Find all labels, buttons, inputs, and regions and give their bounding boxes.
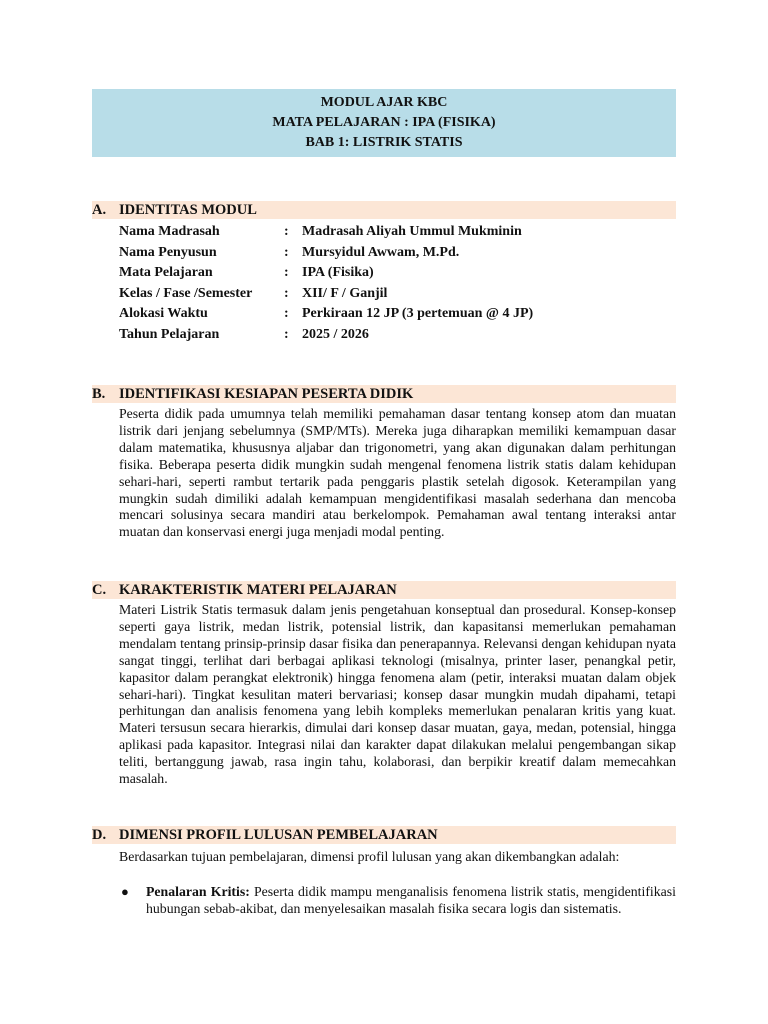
identity-value: Perkiraan 12 JP (3 pertemuan @ 4 JP): [302, 306, 534, 321]
identity-table: [119, 222, 679, 345]
subject-title: MATA PELAJARAN : IPA (FISIKA): [272, 115, 496, 130]
identity-separator: :: [284, 224, 289, 239]
identity-separator: :: [284, 306, 289, 321]
identity-label: Alokasi Waktu: [119, 306, 208, 321]
identity-label: Mata Pelajaran: [119, 265, 213, 280]
section-title: IDENTIFIKASI KESIAPAN PESERTA DIDIK: [119, 386, 414, 402]
section-title: IDENTITAS MODUL: [119, 202, 257, 218]
identity-value: IPA (Fisika): [302, 265, 374, 280]
identity-value: Mursyidul Awwam, M.Pd.: [302, 244, 460, 260]
identity-label: Nama Madrasah: [119, 224, 220, 239]
identity-row: [119, 304, 679, 325]
identity-row: [119, 222, 679, 243]
identity-separator: :: [284, 265, 289, 280]
section-title: DIMENSI PROFIL LULUSAN PEMBELAJARAN: [119, 827, 438, 843]
bullet-icon: ●: [121, 884, 129, 899]
identity-row: [119, 325, 679, 346]
identity-label: Tahun Pelajaran: [119, 326, 220, 342]
identity-label: Kelas / Fase /Semester: [119, 285, 253, 301]
profile-intro-paragraph: Berdasarkan tujuan pembelajaran, dimensi profil lulusan yang akan dikembangkan adalah:: [119, 849, 620, 864]
module-title: MODUL AJAR KBC: [320, 95, 448, 110]
identity-row: [119, 243, 679, 264]
section-letter: C.: [92, 582, 107, 598]
bullet-term: Penalaran Kritis:: [146, 884, 250, 899]
bullet-description: Peserta didik mampu menganalisis fenomena listrik statis, mengidentifikasi hubungan sebab-akibat, dan menyelesaikan masalah fisika secara logis dan sistematis.: [146, 884, 676, 916]
section-heading-c: [92, 581, 676, 599]
identity-separator: :: [284, 244, 289, 260]
identity-row: [119, 284, 679, 305]
identity-separator: :: [284, 285, 289, 301]
identity-value: 2025 / 2026: [302, 326, 369, 342]
section-heading-b: [92, 385, 676, 403]
identity-value: XII/ F / Ganjil: [302, 285, 388, 301]
bullet-text: [146, 884, 676, 918]
section-title: KARAKTERISTIK MATERI PELAJARAN: [119, 582, 397, 598]
identity-row: [119, 263, 679, 284]
readiness-paragraph: Peserta didik pada umumnya telah memiliki pemahaman dasar tentang konsep atom dan muatan listrik dari jenjang sebelumnya (SMP/MTs). Mereka juga diharapkan memiliki kemampuan dasar dalam matematika, khususnya aljabar dan trigonometri, yang akan digunakan dalam perhitungan fisika. Beberapa peserta didik mungkin sudah mengenal fenomena listrik statis dalam kehidupan sehari-hari, seperti rambut tertarik pada penggaris plastik setelah digosok. Keterampilan yang mungkin sudah dimiliki adalah kemampuan mengidentifikasi masalah sederhana dan mencoba mencari solusinya secara mandiri atau berkelompok. Pemahaman awal tentang interaksi antar muatan dan konservasi energi juga menjadi modal penting.: [119, 406, 676, 540]
identity-label: Nama Penyusun: [119, 244, 217, 260]
section-letter: D.: [92, 827, 107, 843]
material-paragraph: Materi Listrik Statis termasuk dalam jenis pengetahuan konseptual dan prosedural. Konsep-konsep seperti gaya listrik, medan listrik, potensial listrik, dan kapasitansi memerlukan pemahaman mendalam tentang prinsip-prinsip dasar fisika dan penerapannya. Relevansi dengan kehidupan nyata sangat tinggi, terlihat dari berbagai aplikasi teknologi (misalnya, printer laser, penangkal petir, kapasitor dalam perangkat elektronik) hingga fenomena alam (petir, interaksi muatan dalam objek sehari-hari). Tingkat kesulitan materi bervariasi; konsep dasar mungkin mudah dipahami, tetapi perhitungan dan analisis fenomena yang lebih kompleks memerlukan penalaran kritis yang kuat. Materi tersusun secara hierarkis, dimulai dari konsep dasar muatan, gaya, medan, potensial, hingga aplikasi pada kapasitor. Integrasi nilai dan karakter dapat dilakukan melalui pengembangan sikap teliti, bertanggung jawab, rasa ingin tahu, kolaborasi, dan berpikir kreatif dalam memecahkan masalah.: [119, 602, 676, 787]
list-item: [119, 884, 676, 918]
identity-separator: :: [284, 326, 289, 342]
module-title-box: [92, 89, 676, 157]
section-letter: A.: [92, 202, 107, 218]
section-heading-a: [92, 201, 676, 219]
section-letter: B.: [92, 386, 106, 402]
chapter-title: BAB 1: LISTRIK STATIS: [305, 135, 463, 150]
identity-value: Madrasah Aliyah Ummul Mukminin: [302, 224, 522, 239]
section-heading-d: [92, 826, 676, 844]
